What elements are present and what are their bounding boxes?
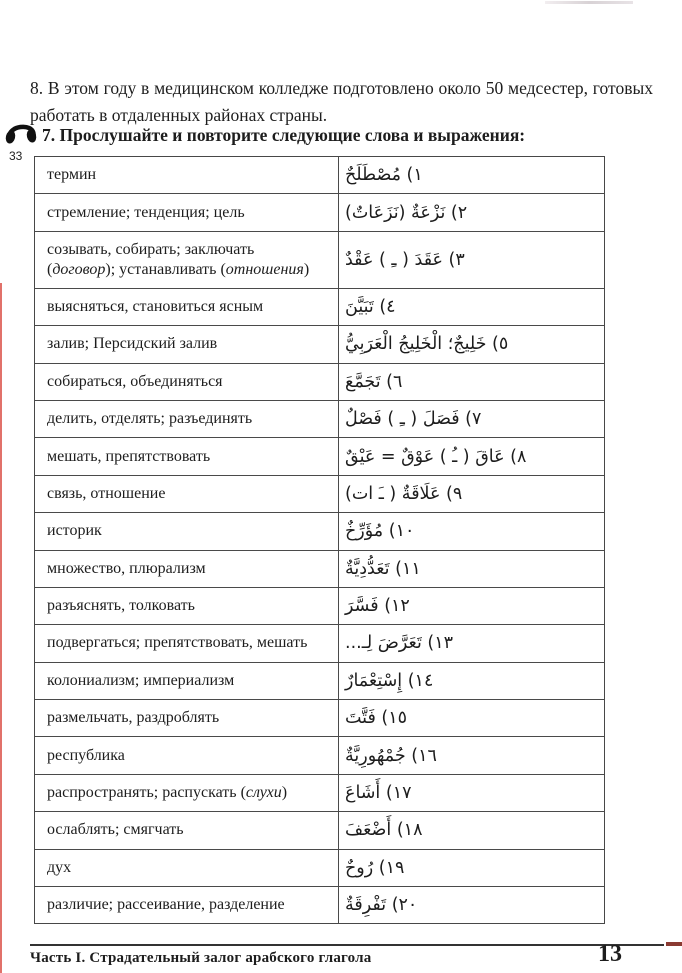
arabic-cell: ٦) تَجَمَّعَ (345, 371, 403, 392)
table-row (35, 737, 604, 774)
arabic-cell: ١٨) أَضْعَفَ (345, 820, 423, 841)
russian-cell (35, 887, 339, 923)
russian-text: залив; Персидский залив (47, 335, 218, 353)
table-row (35, 812, 604, 849)
russian-text: размельчать, раздроблять (47, 709, 220, 727)
footer-rule-end-mark (666, 942, 682, 946)
russian-text: связь, отношение (47, 484, 166, 502)
arabic-cell: ١) مُصْطَلَحٌ (345, 165, 423, 186)
footer-section-title: Часть I. Страдательный залог арабского глагола (30, 950, 372, 966)
russian-cell (35, 551, 339, 587)
russian-cell (35, 364, 339, 400)
russian-cell (35, 737, 339, 773)
arabic-cell: ٤) تَبَيَّنَ (345, 296, 396, 317)
table-row (35, 157, 604, 194)
russian-text: созывать, собирать; заключать (47, 240, 255, 258)
russian-text: делить, отделять; разъединять (47, 410, 253, 428)
russian-text: ослаблять; смягчать (47, 821, 184, 839)
russian-text: историк (47, 522, 102, 540)
russian-cell (35, 588, 339, 624)
arabic-cell: ٢) نَزْعَةٌ (نَزَعَاتٌ) (345, 202, 468, 223)
table-row (35, 476, 604, 513)
russian-cell (35, 700, 339, 736)
russian-text: распространять; распускать ( (47, 784, 246, 802)
russian-text: колониализм; империализм (47, 671, 235, 689)
table-row (35, 588, 604, 625)
russian-text: разъяснять, толковать (47, 597, 195, 615)
left-margin-line (0, 283, 2, 973)
russian-text: множество, плюрализм (47, 559, 206, 577)
arabic-cell: ١٤) إِسْتِعْمَارٌ (345, 670, 434, 691)
russian-cell (35, 232, 339, 288)
table-row (35, 663, 604, 700)
russian-text: различие; рассеивание, разделение (47, 896, 285, 914)
exercise-7-heading: 7. Прослушайте и повторите следующие слова и выражения: (42, 125, 526, 145)
table-row (35, 326, 604, 363)
russian-cell (35, 194, 339, 230)
russian-text: республика (47, 746, 125, 764)
russian-text: ) (303, 260, 310, 278)
table-row (35, 775, 604, 812)
headphones-icon (3, 114, 39, 148)
audio-track-number: 33 (9, 149, 23, 163)
table-row (35, 850, 604, 887)
russian-text: ); устанавливать ( (105, 260, 226, 278)
vocabulary-table (34, 156, 605, 924)
table-row (35, 625, 604, 662)
arabic-cell: ٥) خَلِيجٌ؛ الْخَلِيجُ الْعَرَبِيُّ (345, 334, 509, 355)
arabic-cell: ١٢) فَسَّرَ (345, 596, 410, 617)
russian-text: слухи (245, 784, 282, 802)
table-row (35, 194, 604, 231)
russian-cell (35, 289, 339, 325)
russian-text: отношения (225, 260, 304, 278)
table-row (35, 401, 604, 438)
russian-cell (35, 850, 339, 886)
arabic-cell: ٩) عَلَاقَةٌ ( ـَ ات) (345, 483, 463, 504)
russian-cell (35, 513, 339, 549)
arabic-cell: ١٥) فَتَّتَ (345, 708, 408, 729)
russian-text: подвергаться; препятствовать, мешать (47, 634, 308, 652)
russian-text: собираться, объединяться (47, 372, 223, 390)
russian-text: выясняться, становиться ясным (47, 297, 264, 315)
russian-cell (35, 401, 339, 437)
russian-cell (35, 438, 339, 474)
russian-cell (35, 157, 339, 193)
arabic-cell: ٧) فَصَلَ ( ـِ ) فَصْلٌ (345, 409, 482, 430)
russian-text: мешать, препятствовать (47, 447, 211, 465)
arabic-cell: ١٠) مُؤَرِّخٌ (345, 521, 415, 542)
table-row (35, 232, 604, 289)
russian-text: термин (47, 166, 97, 184)
table-row (35, 700, 604, 737)
table-row (35, 289, 604, 326)
arabic-cell: ٢٠) تَفْرِقَةٌ (345, 895, 418, 916)
arabic-cell: ١٩) رُوحٌ (345, 857, 405, 878)
exercise-8-text: 8. В этом году в медицинском колледже подготовлено около 50 медсестер, готовых работать в отдаленных районах страны. (30, 77, 653, 125)
table-row (35, 513, 604, 550)
russian-text: ( (47, 260, 53, 278)
arabic-cell: ٣) عَقَدَ ( ـِ ) عَقْدٌ (345, 249, 465, 270)
top-scan-line (545, 1, 633, 4)
russian-text: договор (52, 260, 106, 278)
table-row (35, 438, 604, 475)
arabic-cell: ٨) عَاقَ ( ـُ ) عَوْقٌ = عَيْقٌ (345, 446, 527, 467)
russian-cell (35, 812, 339, 848)
arabic-cell: ١٦) جُمْهُورِيَّةٌ (345, 745, 437, 766)
table-row (35, 551, 604, 588)
russian-text: дух (47, 858, 72, 876)
arabic-cell: ١١) تَعَدُّدِيَّةٌ (345, 558, 421, 579)
russian-cell (35, 775, 339, 811)
page-number: 13 (598, 941, 622, 967)
arabic-cell: ١٣) تَعَرَّضَ لِـ... (345, 633, 454, 654)
russian-text: ) (281, 784, 288, 802)
russian-text: стремление; тенденция; цель (47, 203, 245, 221)
table-row (35, 364, 604, 401)
arabic-cell: ١٧) أَشَاعَ (345, 783, 412, 804)
table-row (35, 887, 604, 923)
russian-cell (35, 663, 339, 699)
russian-cell (35, 476, 339, 512)
russian-cell (35, 625, 339, 661)
russian-cell (35, 326, 339, 362)
